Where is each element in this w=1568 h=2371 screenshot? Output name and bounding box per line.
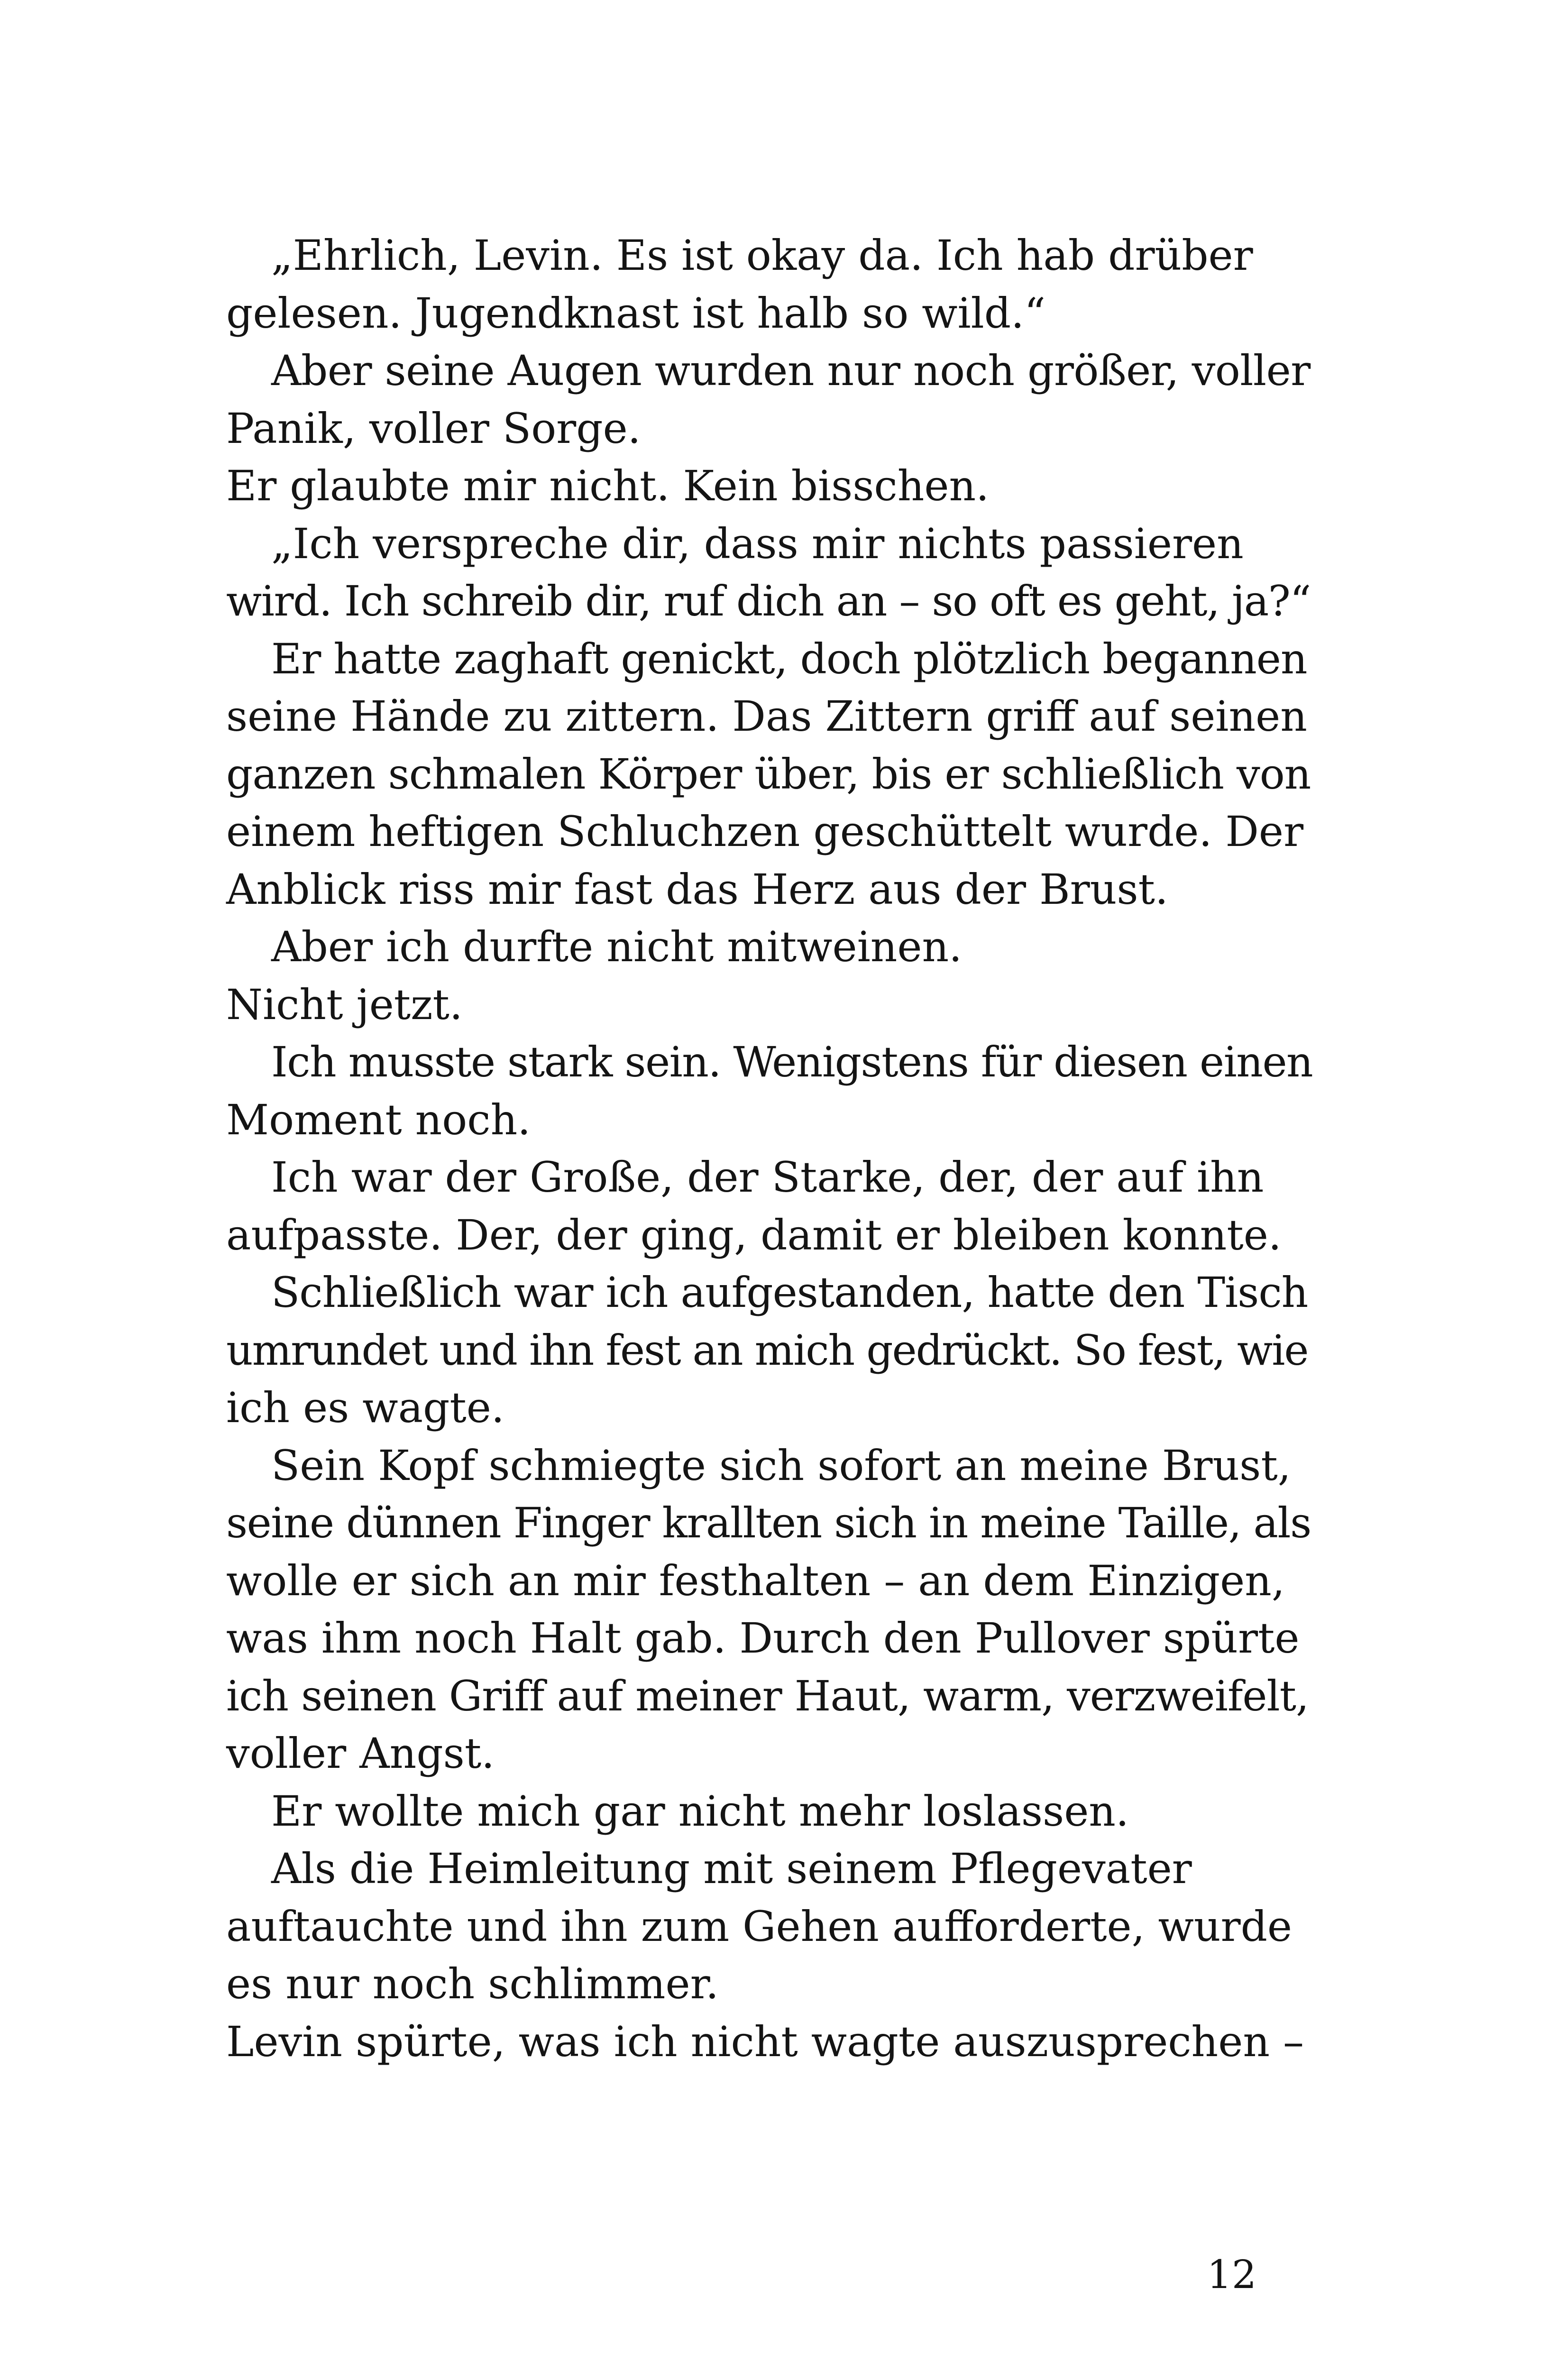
text-line: Aber seine Augen wurden nur noch größer, voller bbox=[271, 346, 1311, 395]
text-line: aufpasste. Der, der ging, damit er bleiben konnte. bbox=[226, 1210, 1282, 1259]
text-line: seine dünnen Finger krallten sich in meine Taille, als bbox=[226, 1498, 1311, 1547]
text-line: umrundet und ihn fest an mich gedrückt. So fest, wie bbox=[226, 1325, 1308, 1375]
text-line: Schließlich war ich aufgestanden, hatte den Tisch bbox=[271, 1268, 1308, 1317]
body-text bbox=[226, 227, 1317, 2070]
text-line: ganzen schmalen Körper über, bis er schließlich von bbox=[226, 749, 1311, 799]
text-line: einem heftigen Schluchzen geschüttelt wurde. Der bbox=[226, 807, 1304, 856]
text-line: „Ehrlich, Levin. Es ist okay da. Ich hab drüber bbox=[271, 231, 1253, 280]
page-number: 12 bbox=[1207, 2252, 1256, 2297]
text-line: „Ich verspreche dir, dass mir nichts passieren bbox=[271, 519, 1244, 568]
text-line: was ihm noch Halt gab. Durch den Pullover spürte bbox=[226, 1614, 1300, 1663]
text-line: ich seinen Griff auf meiner Haut, warm, verzweifelt, bbox=[226, 1671, 1309, 1720]
text-line: es nur noch schlimmer. bbox=[226, 1959, 719, 2008]
text-line: wolle er sich an mir festhalten – an dem Einzigen, bbox=[226, 1556, 1285, 1605]
text-line: ich es wagte. bbox=[226, 1383, 504, 1432]
text-line: seine Hände zu zittern. Das Zittern griff auf seinen bbox=[226, 692, 1307, 741]
text-line: Er glaubte mir nicht. Kein bisschen. bbox=[226, 461, 990, 510]
text-line: auftauchte und ihn zum Gehen aufforderte, wurde bbox=[226, 1902, 1292, 1951]
text-line: wird. Ich schreib dir, ruf dich an – so oft es geht, ja?“ bbox=[226, 577, 1311, 625]
text-line: voller Angst. bbox=[226, 1729, 495, 1778]
text-line: Moment noch. bbox=[226, 1095, 531, 1144]
text-line: Panik, voller Sorge. bbox=[226, 404, 641, 453]
text-line: Sein Kopf schmiegte sich sofort an meine Brust, bbox=[271, 1441, 1291, 1490]
text-line: Ich war der Große, der Starke, der, der auf ihn bbox=[271, 1153, 1264, 1202]
text-line: Als die Heimleitung mit seinem Pflegevater bbox=[271, 1844, 1192, 1893]
text-line: gelesen. Jugendknast ist halb so wild.“ bbox=[226, 288, 1046, 338]
text-line: Aber ich durfte nicht mitweinen. bbox=[271, 922, 963, 971]
text-line: Nicht jetzt. bbox=[226, 980, 463, 1029]
text-line: Ich musste stark sein. Wenigstens für diesen einen bbox=[271, 1038, 1313, 1086]
text-line: Levin spürte, was ich nicht wagte auszusprechen – bbox=[226, 2017, 1304, 2066]
text-line: Anblick riss mir fast das Herz aus der Brust. bbox=[226, 864, 1168, 914]
text-line: Er wollte mich gar nicht mehr loslassen. bbox=[271, 1786, 1129, 1836]
text-line: Er hatte zaghaft genickt, doch plötzlich begannen bbox=[271, 634, 1307, 683]
